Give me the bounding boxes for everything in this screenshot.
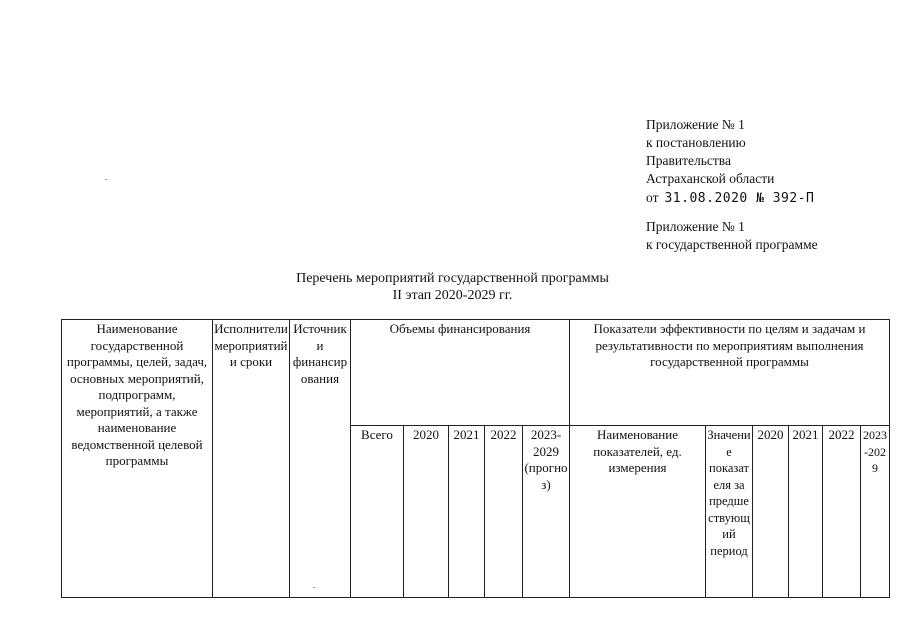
appendix-government: Правительства <box>646 153 731 168</box>
header-executors: Исполнители мероприятий и сроки <box>213 320 290 598</box>
header-indicators-group: Показатели эффективности по целям и задачам и результативности по мероприятиям выполнения государственной программы <box>570 320 890 426</box>
header-financing-group: Объемы финансирования <box>351 320 570 426</box>
header-ind-2023-2029: 2023-2029 <box>861 426 890 598</box>
appendix-program-target: к государственной программе <box>646 237 818 252</box>
document-title <box>0 270 905 304</box>
header-fin-2020: 2020 <box>404 426 449 598</box>
header-ind-2022: 2022 <box>823 426 861 598</box>
appendix-region: Астраханской области <box>646 171 775 186</box>
header-ind-2020: 2020 <box>753 426 789 598</box>
header-indicator-name: Наименование показателей, ед. измерения <box>570 426 706 598</box>
header-row-1 <box>62 320 890 426</box>
header-fin-2021: 2021 <box>449 426 485 598</box>
header-fin-total: Всего <box>351 426 404 598</box>
scan-speck <box>313 587 315 588</box>
resolution-date-line <box>646 189 814 208</box>
header-ind-2021: 2021 <box>789 426 823 598</box>
title-line-1: Перечень мероприятий государственной программы <box>296 271 609 286</box>
header-fin-2022: 2022 <box>485 426 523 598</box>
scan-speck <box>105 179 107 180</box>
header-indicator-prev-value: Значение показателя за предшествующий период <box>706 426 753 598</box>
header-program-name: Наименование государственной программы, целей, задач, основных мероприятий, подпрограмм, мероприятий, а также наименование ведомственной целевой программы <box>62 320 213 598</box>
appendix-number: Приложение № 1 <box>646 117 745 132</box>
resolution-date-prefix: от <box>646 190 659 205</box>
appendix-to-resolution: к постановлению <box>646 135 746 150</box>
header-fin-2023-2029: 2023-2029 (прогноз) <box>523 426 570 598</box>
measures-table <box>61 319 890 598</box>
appendix-program <box>646 218 818 254</box>
title-line-2: II этап 2020-2029 гг. <box>392 288 513 303</box>
header-sources: Источники финансирования <box>290 320 351 598</box>
appendix-program-number: Приложение № 1 <box>646 219 745 234</box>
resolution-date-number: 31.08.2020 № 392-П <box>664 191 815 206</box>
appendix-resolution <box>646 116 814 208</box>
